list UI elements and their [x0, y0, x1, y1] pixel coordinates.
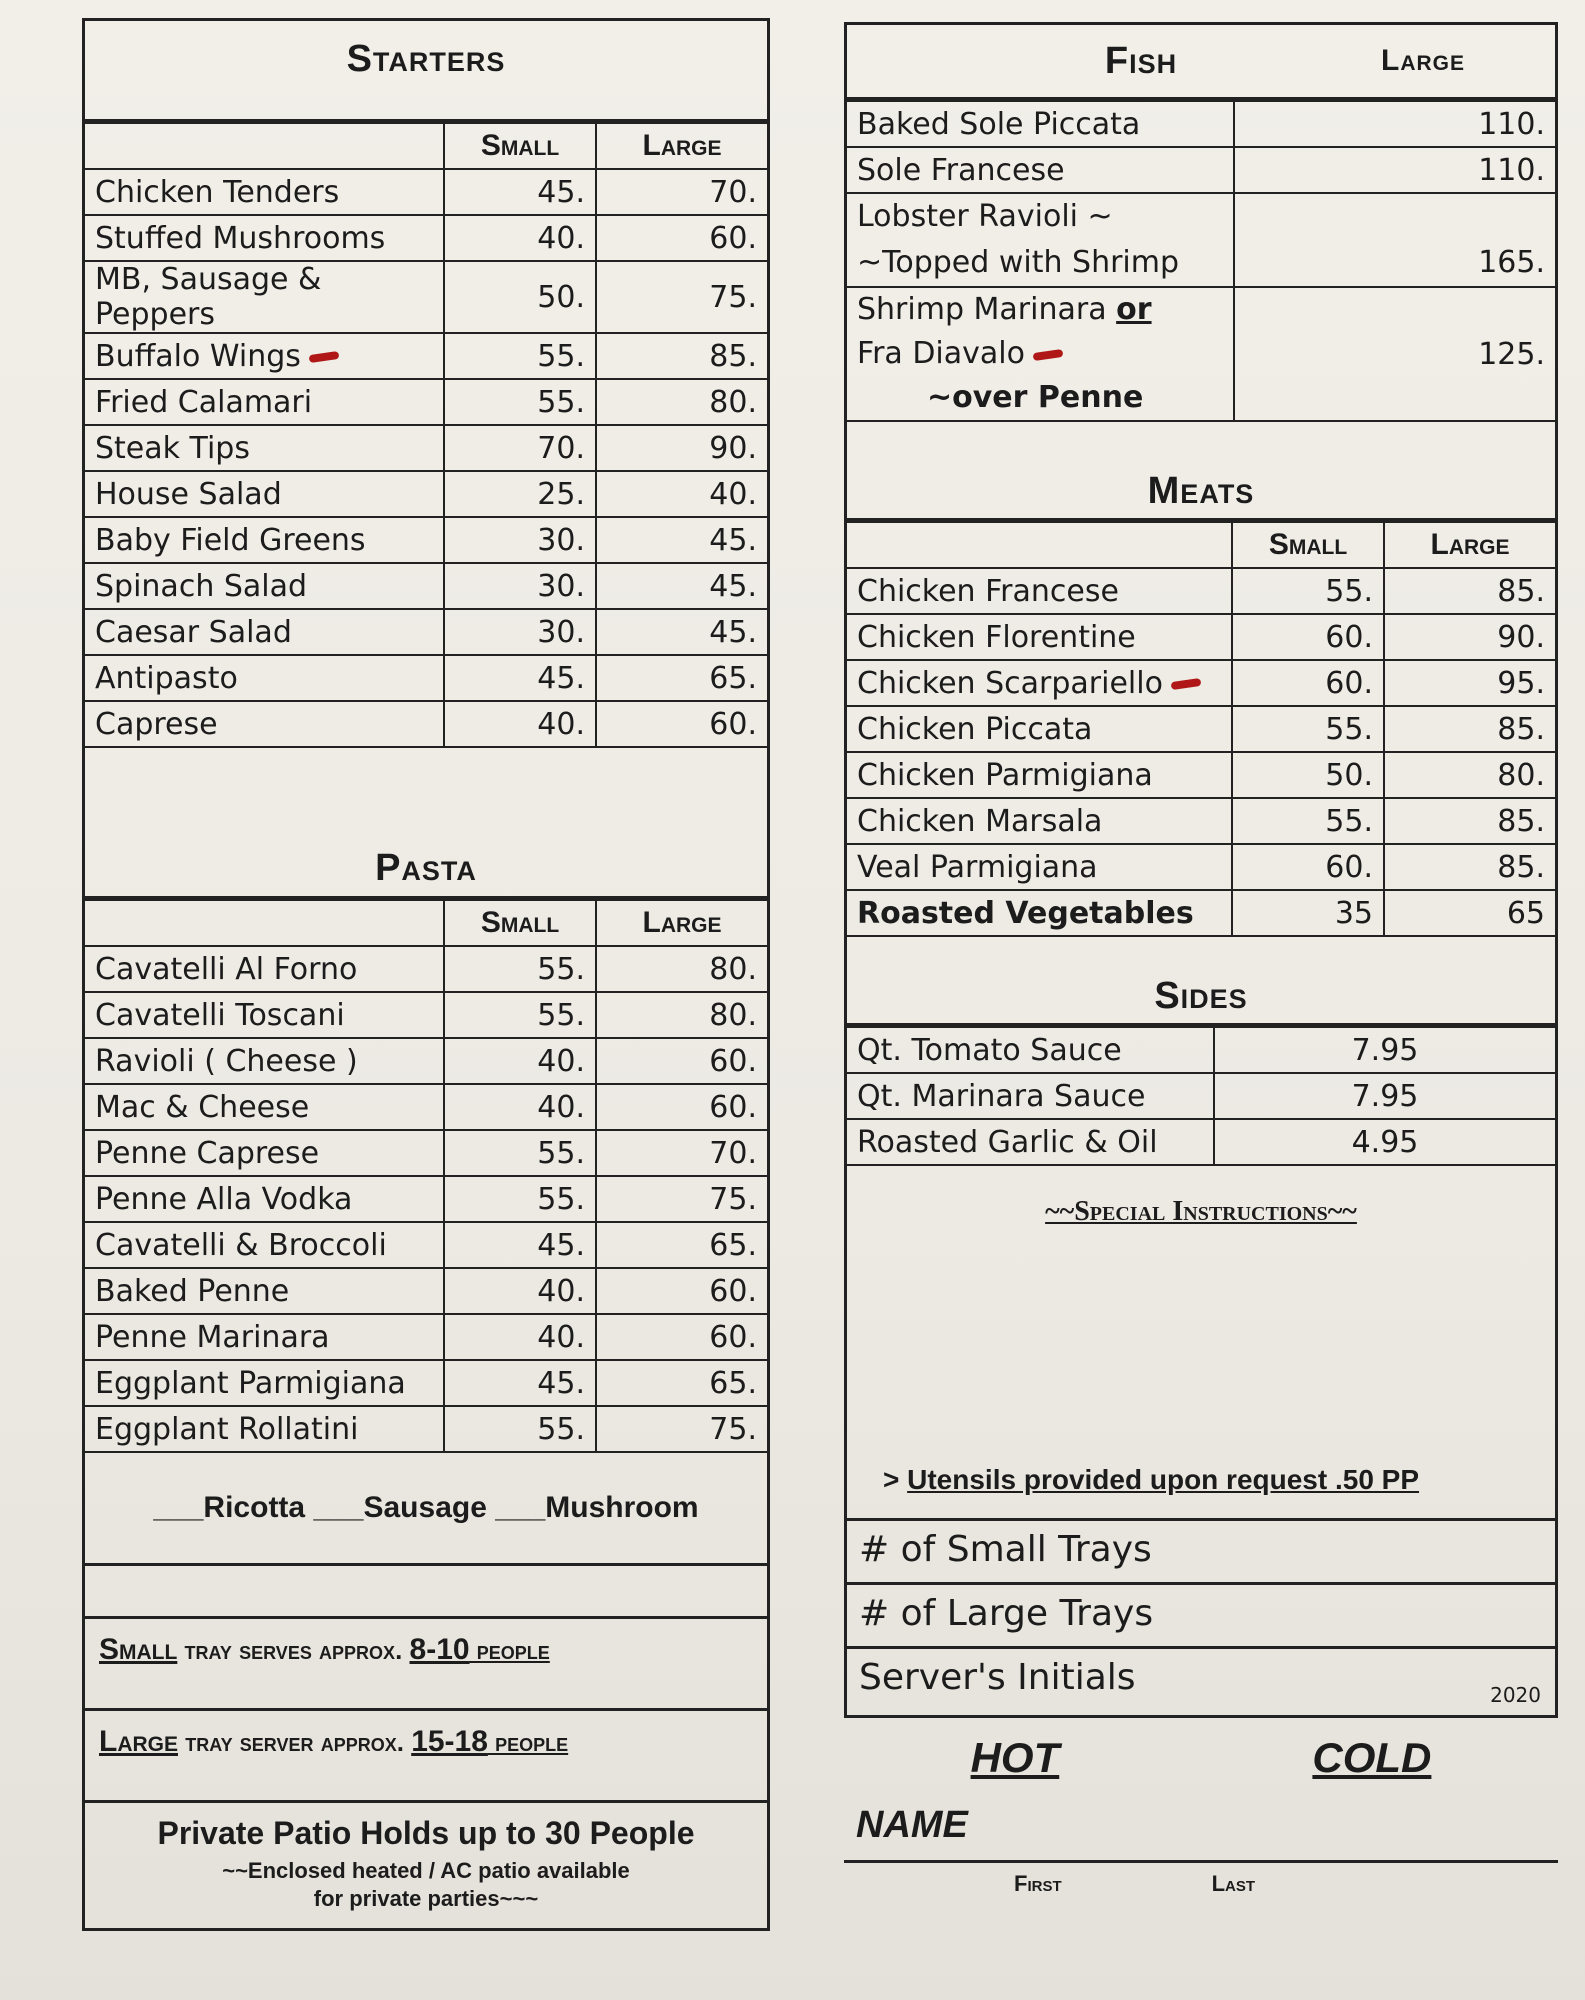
pasta-item-name: [85, 1130, 444, 1176]
pasta-item-small-price: 40.: [444, 1268, 596, 1314]
starters-item-label: Antipasto: [95, 660, 238, 696]
starters-item-name: [85, 261, 444, 333]
fish-item-sub: Fra Diavalo: [857, 336, 1025, 371]
starters-row: [85, 379, 767, 425]
starters-item-name: [85, 425, 444, 471]
starters-item-large-price: 85.: [596, 333, 767, 379]
fish-item-name: Shrimp Marinara: [857, 292, 1107, 327]
starters-row: [85, 425, 767, 471]
pasta-item-name: [85, 1084, 444, 1130]
meats-row: [847, 752, 1555, 798]
meats-row: [847, 660, 1555, 706]
meats-row: [847, 844, 1555, 890]
starters-item-label: Stuffed Mushrooms: [95, 220, 386, 256]
starters-row: [85, 701, 767, 747]
starters-row: [85, 563, 767, 609]
pasta-item-large-price: 60.: [596, 1038, 767, 1084]
sides-row: [847, 1119, 1555, 1165]
starters-item-large-price: 40.: [596, 471, 767, 517]
fish-item-price: 110.: [1234, 147, 1555, 193]
starters-item-label: MB, Sausage & Peppers: [95, 262, 322, 332]
pasta-blank-header: [85, 900, 444, 946]
starters-item-large-price: 75.: [596, 261, 767, 333]
meats-blank-header: [847, 522, 1232, 568]
starters-item-small-price: 50.: [444, 261, 596, 333]
starters-row: [85, 215, 767, 261]
starters-item-large-price: 65.: [596, 655, 767, 701]
pasta-item-large-price: 80.: [596, 992, 767, 1038]
meats-item-large-price: 95.: [1384, 660, 1555, 706]
sides-item-label: Qt. Marinara Sauce: [857, 1078, 1146, 1114]
server-initials-label: Server's Initials: [859, 1657, 1136, 1698]
pasta-item-large-price: 70.: [596, 1130, 767, 1176]
special-instructions-title: ~~Special Instructions~~: [1045, 1196, 1357, 1227]
meats-row: [847, 890, 1555, 936]
meats-item-label: Chicken Florentine: [857, 619, 1136, 655]
starters-item-large-price: 45.: [596, 517, 767, 563]
pasta-item-label: Penne Alla Vodka: [95, 1181, 353, 1217]
pasta-item-small-price: 55.: [444, 992, 596, 1038]
starters-item-large-price: 80.: [596, 379, 767, 425]
starters-item-small-price: 30.: [444, 609, 596, 655]
starters-item-small-price: 25.: [444, 471, 596, 517]
starters-item-small-price: 45.: [444, 655, 596, 701]
large-tray-count: 15-18: [411, 1725, 488, 1758]
small-tray-note: [85, 1619, 767, 1711]
pasta-item-name: [85, 1360, 444, 1406]
starters-row: [85, 655, 767, 701]
pasta-item-small-price: 55.: [444, 946, 596, 992]
sides-item-label: Qt. Tomato Sauce: [857, 1032, 1122, 1068]
starters-item-large-price: 45.: [596, 609, 767, 655]
name-field[interactable]: [844, 1804, 1558, 1863]
fish-item-name: Lobster Ravioli ~: [857, 199, 1113, 234]
meats-item-label: Chicken Marsala: [857, 803, 1103, 839]
meats-item-large-price: 85.: [1384, 798, 1555, 844]
starters-item-name: [85, 379, 444, 425]
fish-item-name-multi: [847, 193, 1234, 287]
pasta-item-large-price: 75.: [596, 1406, 767, 1452]
meats-item-small-price: 35: [1232, 890, 1384, 936]
fish-header: [847, 25, 1555, 100]
pasta-item-small-price: 55.: [444, 1130, 596, 1176]
starters-title: Starters: [85, 21, 767, 122]
pasta-item-small-price: 45.: [444, 1360, 596, 1406]
fish-item-price: 110.: [1234, 101, 1555, 147]
fish-item-name: Baked Sole Piccata: [847, 101, 1234, 147]
meats-item-name: [847, 844, 1232, 890]
pasta-item-large-price: 65.: [596, 1222, 767, 1268]
pasta-item-large-price: 65.: [596, 1360, 767, 1406]
large-tray-lead: Large: [99, 1725, 178, 1758]
pasta-item-label: Penne Marinara: [95, 1319, 330, 1355]
patio-note: [85, 1803, 767, 1931]
starters-item-label: Baby Field Greens: [95, 522, 366, 558]
pasta-spacer: [85, 748, 767, 844]
starters-item-small-price: 30.: [444, 563, 596, 609]
pasta-item-small-price: 40.: [444, 1084, 596, 1130]
meats-item-large-price: 85.: [1384, 706, 1555, 752]
starters-item-name: [85, 169, 444, 215]
meats-item-small-price: 55.: [1232, 798, 1384, 844]
meats-item-label: Chicken Piccata: [857, 711, 1093, 747]
sides-item-name: [847, 1027, 1214, 1073]
pasta-row: [85, 1406, 767, 1452]
starters-blank-header: [85, 123, 444, 169]
meats-row: [847, 568, 1555, 614]
large-tray-tail: people: [487, 1727, 569, 1757]
utensils-note: [847, 1464, 1555, 1518]
first-name-label: First: [1014, 1871, 1062, 1896]
sides-row: [847, 1027, 1555, 1073]
starters-item-name: [85, 563, 444, 609]
starters-small-header: Small: [444, 123, 596, 169]
pasta-row: [85, 1360, 767, 1406]
meats-item-small-price: 60.: [1232, 614, 1384, 660]
small-trays-field[interactable]: [847, 1518, 1555, 1582]
patio-line2: for private parties~~~: [313, 1886, 539, 1911]
starters-item-name: [85, 333, 444, 379]
name-subfields: [844, 1871, 1558, 1897]
starters-row: [85, 261, 767, 333]
pasta-item-name: [85, 1176, 444, 1222]
pasta-row: [85, 1222, 767, 1268]
starters-item-small-price: 55.: [444, 379, 596, 425]
meats-item-name: [847, 614, 1232, 660]
starters-row: [85, 609, 767, 655]
sides-spacer: [847, 937, 1555, 971]
meats-item-name: [847, 752, 1232, 798]
meats-item-label: Chicken Parmigiana: [857, 757, 1153, 793]
pasta-item-large-price: 75.: [596, 1176, 767, 1222]
small-tray-mid: tray serves approx.: [177, 1635, 410, 1665]
pasta-item-label: Mac & Cheese: [95, 1089, 310, 1125]
patio-headline: Private Patio Holds up to 30 People: [157, 1815, 695, 1851]
right-column: [844, 22, 1558, 1897]
starters-item-large-price: 45.: [596, 563, 767, 609]
meats-title: Meats: [847, 466, 1555, 521]
starters-item-label: Caprese: [95, 706, 218, 742]
server-initials-field[interactable]: [847, 1646, 1555, 1718]
starters-item-large-price: 70.: [596, 169, 767, 215]
pasta-item-label: Eggplant Rollatini: [95, 1411, 359, 1447]
meats-item-label: Roasted Vegetables: [857, 895, 1194, 931]
pasta-item-label: Cavatelli Al Forno: [95, 951, 358, 987]
meats-item-large-price: 65: [1384, 890, 1555, 936]
pasta-table: [85, 899, 767, 1453]
starters-item-name: [85, 471, 444, 517]
pasta-title: Pasta: [85, 844, 767, 899]
meats-table: [847, 521, 1555, 937]
starters-item-large-price: 90.: [596, 425, 767, 471]
starters-section: [82, 18, 770, 1931]
pasta-small-header: Small: [444, 900, 596, 946]
pasta-item-name: [85, 1268, 444, 1314]
pasta-item-name: [85, 992, 444, 1038]
hot-pepper-icon: [1171, 678, 1202, 690]
pasta-item-small-price: 55.: [444, 1406, 596, 1452]
fish-large-header: Large: [1381, 44, 1465, 77]
pasta-item-name: [85, 946, 444, 992]
pasta-item-small-price: 55.: [444, 1176, 596, 1222]
meats-item-label: Veal Parmigiana: [857, 849, 1098, 885]
starters-item-small-price: 70.: [444, 425, 596, 471]
pasta-row: [85, 1176, 767, 1222]
starters-item-label: Chicken Tenders: [95, 174, 340, 210]
special-top-gap: [847, 1166, 1555, 1196]
form-year: 2020: [1490, 1683, 1541, 1707]
blank-row: [85, 1566, 767, 1619]
fish-item-price: 165.: [1234, 193, 1555, 287]
meats-spacer: [847, 422, 1555, 466]
starters-row: [85, 471, 767, 517]
sides-item-name: [847, 1119, 1214, 1165]
meats-item-large-price: 85.: [1384, 568, 1555, 614]
meats-item-label: Chicken Scarpariello: [857, 665, 1163, 701]
starters-item-name: [85, 701, 444, 747]
starters-item-label: Spinach Salad: [95, 568, 308, 604]
pasta-row: [85, 1084, 767, 1130]
sides-table: [847, 1026, 1555, 1166]
starters-item-small-price: 45.: [444, 169, 596, 215]
fish-meats-sides-section: [844, 22, 1558, 1718]
starters-item-small-price: 55.: [444, 333, 596, 379]
pasta-large-header: Large: [596, 900, 767, 946]
large-trays-label: # of Large Trays: [859, 1593, 1154, 1634]
pasta-item-label: Ravioli ( Cheese ): [95, 1043, 358, 1079]
starters-item-name: [85, 215, 444, 261]
starters-row: [85, 333, 767, 379]
starters-item-label: Caesar Salad: [95, 614, 292, 650]
meats-item-label: Chicken Francese: [857, 573, 1119, 609]
starters-row: [85, 169, 767, 215]
pasta-item-label: Penne Caprese: [95, 1135, 320, 1171]
starters-item-label: Steak Tips: [95, 430, 250, 466]
pasta-item-large-price: 80.: [596, 946, 767, 992]
pasta-item-label: Cavatelli & Broccoli: [95, 1227, 387, 1263]
pasta-row: [85, 1038, 767, 1084]
starters-item-small-price: 30.: [444, 517, 596, 563]
pasta-item-label: Cavatelli Toscani: [95, 997, 345, 1033]
starters-item-name: [85, 609, 444, 655]
meats-item-name: [847, 568, 1232, 614]
hot-pepper-icon: [1033, 348, 1064, 360]
starters-item-large-price: 60.: [596, 215, 767, 261]
pasta-row: [85, 1314, 767, 1360]
cold-option[interactable]: COLD: [1312, 1734, 1432, 1781]
meats-item-small-price: 60.: [1232, 844, 1384, 890]
starters-table: [85, 122, 767, 748]
pasta-item-small-price: 45.: [444, 1222, 596, 1268]
meats-item-name: [847, 660, 1232, 706]
small-tray-tail: people: [469, 1635, 550, 1665]
fish-item-name: Sole Francese: [847, 147, 1234, 193]
sides-item-price: 7.95: [1214, 1073, 1555, 1119]
pasta-row: [85, 1130, 767, 1176]
starters-large-header: Large: [596, 123, 767, 169]
meats-item-small-price: 55.: [1232, 706, 1384, 752]
sides-item-price: 7.95: [1214, 1027, 1555, 1073]
pasta-item-name: [85, 1222, 444, 1268]
meats-item-large-price: 80.: [1384, 752, 1555, 798]
starters-item-small-price: 40.: [444, 701, 596, 747]
meats-item-large-price: 85.: [1384, 844, 1555, 890]
sides-item-label: Roasted Garlic & Oil: [857, 1124, 1158, 1160]
starters-row: [85, 517, 767, 563]
special-instructions-area[interactable]: [847, 1228, 1555, 1464]
large-trays-field[interactable]: [847, 1582, 1555, 1646]
pasta-item-name: [85, 1038, 444, 1084]
small-trays-label: # of Small Trays: [859, 1529, 1152, 1570]
hot-cold-choice: [844, 1734, 1558, 1782]
meats-item-small-price: 60.: [1232, 660, 1384, 706]
starters-item-label: House Salad: [95, 476, 282, 512]
pasta-item-label: Eggplant Parmigiana: [95, 1365, 406, 1401]
pasta-row: [85, 992, 767, 1038]
fish-item-sub2: ~over Penne: [927, 380, 1144, 415]
pasta-item-label: Baked Penne: [95, 1273, 290, 1309]
starters-item-name: [85, 655, 444, 701]
pasta-item-small-price: 40.: [444, 1038, 596, 1084]
last-name-label: Last: [1211, 1871, 1256, 1896]
fish-table: [847, 100, 1555, 422]
meats-row: [847, 706, 1555, 752]
sides-title: Sides: [847, 971, 1555, 1026]
starters-item-label: Buffalo Wings: [95, 338, 301, 374]
pasta-item-name: [85, 1406, 444, 1452]
meats-row: [847, 614, 1555, 660]
fish-item-or: or: [1116, 292, 1152, 327]
meats-item-name: [847, 798, 1232, 844]
small-tray-count: 8-10: [409, 1633, 470, 1666]
hot-pepper-icon: [308, 351, 339, 363]
fish-title: Fish: [1104, 40, 1178, 82]
meats-item-small-price: 50.: [1232, 752, 1384, 798]
pasta-options: ___Ricotta ___Sausage ___Mushroom: [85, 1453, 767, 1566]
starters-item-large-price: 60.: [596, 701, 767, 747]
pasta-row: [85, 1268, 767, 1314]
meats-small-header: Small: [1232, 522, 1384, 568]
utensils-text: Utensils provided upon request .50 PP: [907, 1464, 1420, 1495]
pasta-row: [85, 946, 767, 992]
hot-option[interactable]: HOT: [970, 1734, 1060, 1781]
small-tray-lead: Small: [99, 1633, 178, 1666]
meats-item-large-price: 90.: [1384, 614, 1555, 660]
patio-line1: ~~Enclosed heated / AC patio available: [222, 1858, 630, 1883]
fish-item-price: 125.: [1234, 287, 1555, 421]
meats-large-header: Large: [1384, 522, 1555, 568]
pasta-item-large-price: 60.: [596, 1084, 767, 1130]
sides-row: [847, 1073, 1555, 1119]
pasta-item-large-price: 60.: [596, 1268, 767, 1314]
fish-item-name-multi: [847, 287, 1234, 421]
pasta-item-name: [85, 1314, 444, 1360]
fish-item-sub: ~Topped with Shrimp: [857, 245, 1180, 280]
left-column: [82, 18, 770, 1931]
starters-item-small-price: 40.: [444, 215, 596, 261]
starters-item-name: [85, 517, 444, 563]
meats-item-name: [847, 890, 1232, 936]
name-label: NAME: [856, 1804, 968, 1846]
starters-item-label: Fried Calamari: [95, 384, 313, 420]
large-tray-mid: tray server approx.: [178, 1727, 412, 1757]
meats-item-name: [847, 706, 1232, 752]
pasta-item-large-price: 60.: [596, 1314, 767, 1360]
sides-item-price: 4.95: [1214, 1119, 1555, 1165]
large-tray-note: [85, 1711, 767, 1803]
meats-row: [847, 798, 1555, 844]
sides-item-name: [847, 1073, 1214, 1119]
utensils-prefix: >: [883, 1464, 908, 1495]
meats-item-small-price: 55.: [1232, 568, 1384, 614]
pasta-item-small-price: 40.: [444, 1314, 596, 1360]
